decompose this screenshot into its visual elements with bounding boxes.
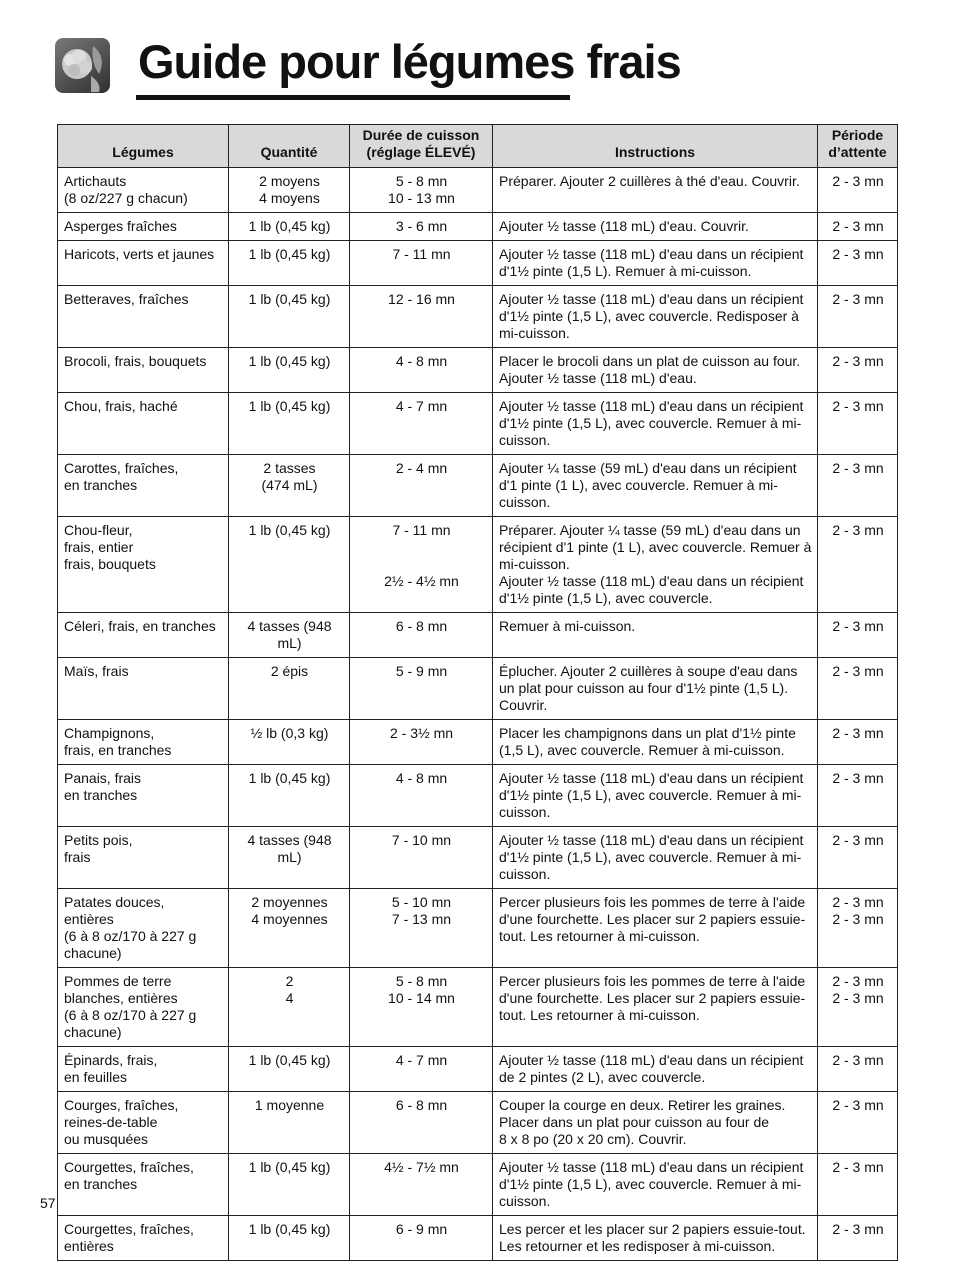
header-vegetables: Légumes	[58, 125, 229, 168]
quantity-cell: 1 lb (0,45 kg)	[229, 213, 350, 241]
cook-time-cell: 5 - 8 mn 10 - 13 mn	[350, 168, 493, 213]
cook-time-cell: 5 - 10 mn 7 - 13 mn	[350, 889, 493, 968]
standing-time-cell: 2 - 3 mn	[818, 827, 898, 889]
table-row	[58, 1216, 898, 1261]
cook-time-cell: 6 - 8 mn	[350, 1092, 493, 1154]
standing-time-cell: 2 - 3 mn	[818, 613, 898, 658]
table-row	[58, 517, 898, 613]
cook-time-cell: 3 - 6 mn	[350, 213, 493, 241]
instructions-cell: Ajouter ½ tasse (118 mL) d'eau dans un récipient de 2 pintes (2 L), avec couvercle.	[493, 1047, 818, 1092]
quantity-cell: 2 moyens 4 moyens	[229, 168, 350, 213]
table-body	[58, 168, 898, 1261]
vegetable-cell: Maïs, frais	[58, 658, 229, 720]
table-row	[58, 968, 898, 1047]
header-instructions: Instructions	[493, 125, 818, 168]
instructions-cell: Ajouter ½ tasse (118 mL) d'eau. Couvrir.	[493, 213, 818, 241]
instructions-cell: Placer les champignons dans un plat d'1½ pinte (1,5 L), avec couvercle. Remuer à mi-cuisson.	[493, 720, 818, 765]
quantity-cell: 1 lb (0,45 kg)	[229, 1216, 350, 1261]
vegetable-cell: Céleri, frais, en tranches	[58, 613, 229, 658]
table-row	[58, 1047, 898, 1092]
instructions-cell: Ajouter ½ tasse (118 mL) d'eau dans un récipient d'1½ pinte (1,5 L), avec couvercle. Redisposer à mi-cuisson.	[493, 286, 818, 348]
table-row	[58, 720, 898, 765]
page-title: Guide pour légumes frais	[138, 35, 681, 88]
vegetable-cell: Betteraves, fraîches	[58, 286, 229, 348]
instructions-cell: Ajouter ¼ tasse (59 mL) d'eau dans un récipient d'1 pinte (1 L), avec couvercle. Remuer à mi-cuisson.	[493, 455, 818, 517]
quantity-cell: 1 lb (0,45 kg)	[229, 286, 350, 348]
standing-time-cell: 2 - 3 mn	[818, 658, 898, 720]
instructions-cell: Ajouter ½ tasse (118 mL) d'eau dans un récipient d'1½ pinte (1,5 L), avec couvercle. Remuer à mi-cuisson.	[493, 765, 818, 827]
table-row	[58, 455, 898, 517]
vegetable-cell: Chou-fleur, frais, entier frais, bouquets	[58, 517, 229, 613]
vegetable-cell: Carottes, fraîches, en tranches	[58, 455, 229, 517]
header-quantity: Quantité	[229, 125, 350, 168]
standing-time-cell: 2 - 3 mn	[818, 765, 898, 827]
page-number: 57	[40, 1195, 56, 1211]
standing-time-cell: 2 - 3 mn	[818, 348, 898, 393]
vegetable-cell: Petits pois, frais	[58, 827, 229, 889]
standing-time-cell: 2 - 3 mn	[818, 213, 898, 241]
standing-time-cell: 2 - 3 mn	[818, 1092, 898, 1154]
table-row	[58, 213, 898, 241]
standing-time-cell: 2 - 3 mn	[818, 168, 898, 213]
cook-time-cell: 4 - 8 mn	[350, 765, 493, 827]
vegetable-cell: Asperges fraîches	[58, 213, 229, 241]
cook-time-cell: 2 - 4 mn	[350, 455, 493, 517]
cook-time-cell: 6 - 8 mn	[350, 613, 493, 658]
table-row	[58, 286, 898, 348]
cook-time-cell: 12 - 16 mn	[350, 286, 493, 348]
instructions-cell: Remuer à mi-cuisson.	[493, 613, 818, 658]
table-row	[58, 348, 898, 393]
instructions-cell: Éplucher. Ajouter 2 cuillères à soupe d'eau dans un plat pour cuisson au four d'1½ pinte (1,5 L). Couvrir.	[493, 658, 818, 720]
table-row	[58, 1154, 898, 1216]
vegetable-cell: Patates douces, entières (6 à 8 oz/170 à 227 g chacune)	[58, 889, 229, 968]
instructions-cell: Ajouter ½ tasse (118 mL) d'eau dans un récipient d'1½ pinte (1,5 L), avec couvercle. Remuer à mi-cuisson.	[493, 393, 818, 455]
vegetable-cell: Haricots, verts et jaunes	[58, 241, 229, 286]
header-standing-time: Période d’attente	[818, 125, 898, 168]
standing-time-cell: 2 - 3 mn	[818, 455, 898, 517]
header-cook-time: Durée de cuisson (réglage ÉLEVÉ)	[350, 125, 493, 168]
cook-time-cell: 4½ - 7½ mn	[350, 1154, 493, 1216]
table-row	[58, 889, 898, 968]
quantity-cell: 2 épis	[229, 658, 350, 720]
cook-time-cell: 4 - 8 mn	[350, 348, 493, 393]
instructions-cell: Percer plusieurs fois les pommes de terre à l'aide d'une fourchette. Les placer sur 2 papiers essuie-tout. Les retourner à mi-cuisson.	[493, 968, 818, 1047]
table-row	[58, 613, 898, 658]
vegetable-cell: Courgettes, fraîches, entières	[58, 1216, 229, 1261]
standing-time-cell: 2 - 3 mn	[818, 393, 898, 455]
standing-time-cell: 2 - 3 mn	[818, 286, 898, 348]
vegetable-cell: Artichauts (8 oz/227 g chacun)	[58, 168, 229, 213]
quantity-cell: 2 moyennes 4 moyennes	[229, 889, 350, 968]
quantity-cell: 4 tasses (948 mL)	[229, 827, 350, 889]
vegetable-cell: Champignons, frais, en tranches	[58, 720, 229, 765]
quantity-cell: 4 tasses (948 mL)	[229, 613, 350, 658]
table-row	[58, 827, 898, 889]
vegetable-cell: Brocoli, frais, bouquets	[58, 348, 229, 393]
instructions-cell: Les percer et les placer sur 2 papiers essuie-tout. Les retourner et les redisposer à mi-cuisson.	[493, 1216, 818, 1261]
vegetable-cell: Courgettes, fraîches, en tranches	[58, 1154, 229, 1216]
table-row	[58, 393, 898, 455]
instructions-cell: Ajouter ½ tasse (118 mL) d'eau dans un récipient d'1½ pinte (1,5 L), avec couvercle. Remuer à mi-cuisson.	[493, 827, 818, 889]
vegetable-cell: Courges, fraîches, reines-de-table ou musquées	[58, 1092, 229, 1154]
vegetable-cell: Pommes de terre blanches, entières (6 à 8 oz/170 à 227 g chacune)	[58, 968, 229, 1047]
instructions-cell: Préparer. Ajouter 2 cuillères à thé d'eau. Couvrir.	[493, 168, 818, 213]
standing-time-cell: 2 - 3 mn 2 - 3 mn	[818, 889, 898, 968]
instructions-cell: Ajouter ½ tasse (118 mL) d'eau dans un récipient d'1½ pinte (1,5 L). Remuer à mi-cuisson.	[493, 241, 818, 286]
quantity-cell: 1 lb (0,45 kg)	[229, 393, 350, 455]
instructions-cell: Préparer. Ajouter ¼ tasse (59 mL) d'eau dans un récipient d'1 pinte (1 L), avec couvercle. Remuer à mi-cuisson. Ajouter ½ tasse (118 mL) d'eau dans un récipient d'1½ pinte (1,5 L), avec couvercle.	[493, 517, 818, 613]
table-row	[58, 241, 898, 286]
instructions-cell: Ajouter ½ tasse (118 mL) d'eau dans un récipient d'1½ pinte (1,5 L), avec couvercle. Remuer à mi-cuisson.	[493, 1154, 818, 1216]
quantity-cell: 1 lb (0,45 kg)	[229, 765, 350, 827]
standing-time-cell: 2 - 3 mn	[818, 1047, 898, 1092]
title-underline	[136, 95, 570, 100]
cook-time-cell: 7 - 11 mn 2½ - 4½ mn	[350, 517, 493, 613]
quantity-cell: 2 4	[229, 968, 350, 1047]
vegetable-cell: Panais, frais en tranches	[58, 765, 229, 827]
cook-time-cell: 4 - 7 mn	[350, 393, 493, 455]
quantity-cell: 1 lb (0,45 kg)	[229, 348, 350, 393]
quantity-cell: 1 lb (0,45 kg)	[229, 517, 350, 613]
cook-time-cell: 2 - 3½ mn	[350, 720, 493, 765]
quantity-cell: 1 lb (0,45 kg)	[229, 1154, 350, 1216]
table-row	[58, 658, 898, 720]
quantity-cell: 2 tasses (474 mL)	[229, 455, 350, 517]
cook-time-cell: 7 - 11 mn	[350, 241, 493, 286]
table-row	[58, 1092, 898, 1154]
table-row	[58, 765, 898, 827]
vegetable-guide-table	[57, 124, 898, 1261]
quantity-cell: 1 lb (0,45 kg)	[229, 1047, 350, 1092]
vegetable-cell: Épinards, frais, en feuilles	[58, 1047, 229, 1092]
instructions-cell: Percer plusieurs fois les pommes de terre à l'aide d'une fourchette. Les placer sur 2 papiers essuie-tout. Les retourner à mi-cuisson.	[493, 889, 818, 968]
standing-time-cell: 2 - 3 mn	[818, 720, 898, 765]
table-header-row	[58, 125, 898, 168]
instructions-cell: Couper la courge en deux. Retirer les graines. Placer dans un plat pour cuisson au four de 8 x 8 po (20 x 20 cm). Couvrir.	[493, 1092, 818, 1154]
quantity-cell: ½ lb (0,3 kg)	[229, 720, 350, 765]
standing-time-cell: 2 - 3 mn	[818, 241, 898, 286]
table-row	[58, 168, 898, 213]
cook-time-cell: 5 - 9 mn	[350, 658, 493, 720]
cook-time-cell: 5 - 8 mn 10 - 14 mn	[350, 968, 493, 1047]
standing-time-cell: 2 - 3 mn	[818, 1154, 898, 1216]
cook-time-cell: 4 - 7 mn	[350, 1047, 493, 1092]
standing-time-cell: 2 - 3 mn 2 - 3 mn	[818, 968, 898, 1047]
vegetable-logo-icon	[55, 38, 110, 93]
cook-time-cell: 6 - 9 mn	[350, 1216, 493, 1261]
vegetable-cell: Chou, frais, haché	[58, 393, 229, 455]
standing-time-cell: 2 - 3 mn	[818, 1216, 898, 1261]
quantity-cell: 1 moyenne	[229, 1092, 350, 1154]
cook-time-cell: 7 - 10 mn	[350, 827, 493, 889]
quantity-cell: 1 lb (0,45 kg)	[229, 241, 350, 286]
instructions-cell: Placer le brocoli dans un plat de cuisson au four. Ajouter ½ tasse (118 mL) d'eau.	[493, 348, 818, 393]
standing-time-cell: 2 - 3 mn	[818, 517, 898, 613]
